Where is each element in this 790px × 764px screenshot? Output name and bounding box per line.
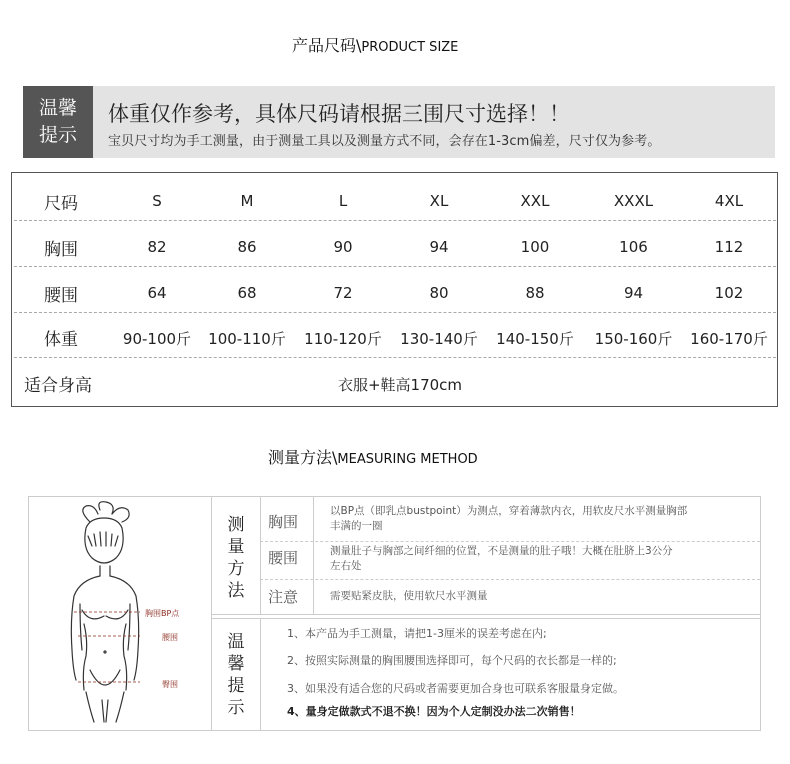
bust-point-label: 胸围BP点 bbox=[145, 609, 180, 618]
waist-cell: 64 bbox=[147, 284, 167, 302]
method-item-desc-line: 左右处 bbox=[330, 560, 362, 572]
tips-section-title bbox=[225, 631, 247, 719]
weight-cell: 110-120斤 bbox=[304, 330, 382, 348]
waist-cell: 94 bbox=[623, 284, 644, 302]
weight-cell: 130-140斤 bbox=[400, 330, 478, 348]
tips-title-char: 温 bbox=[227, 632, 245, 652]
waist-cell: 80 bbox=[429, 284, 449, 302]
fit-height-value: 衣服+鞋高170cm bbox=[337, 376, 463, 394]
row-divider bbox=[14, 357, 776, 358]
divider bbox=[260, 541, 760, 542]
size-header-cell: XL bbox=[429, 192, 449, 210]
size-header-cell: L bbox=[338, 192, 348, 210]
waist-cell: 102 bbox=[714, 284, 744, 302]
method-item-desc bbox=[330, 589, 755, 604]
method-title-char: 法 bbox=[227, 581, 245, 601]
method-item-desc bbox=[330, 544, 755, 574]
weight-cell: 90-100斤 bbox=[122, 330, 192, 348]
notice-badge-line1: 温馨 bbox=[38, 97, 77, 119]
waist-cell: 88 bbox=[525, 284, 545, 302]
divider bbox=[260, 579, 760, 580]
method-title-char: 方 bbox=[227, 559, 245, 579]
method-item-desc-line: 需要贴紧皮肤，使用软尺水平测量 bbox=[330, 590, 488, 602]
method-section-title bbox=[225, 514, 247, 602]
size-header-cell: XXL bbox=[520, 192, 550, 210]
size-header-cell: 4XL bbox=[714, 192, 744, 210]
bust-row-label: 胸围 bbox=[44, 240, 78, 260]
row-divider bbox=[14, 312, 776, 313]
bust-cell: 106 bbox=[619, 238, 648, 256]
notice-badge bbox=[23, 86, 93, 158]
size-header-cell: M bbox=[240, 192, 254, 210]
bust-cell: 82 bbox=[147, 238, 167, 256]
notice-badge-line2: 提示 bbox=[38, 124, 77, 146]
measuring-method-title-en: MEASURING METHOD bbox=[337, 452, 478, 467]
measuring-method-title bbox=[268, 445, 478, 468]
divider bbox=[211, 618, 761, 619]
bust-cell: 94 bbox=[429, 238, 449, 256]
notice-headline: 体重仅作参考，具体尺码请根据三围尺寸选择！！ bbox=[108, 102, 570, 126]
method-item-label: 腰围 bbox=[268, 549, 299, 567]
divider bbox=[211, 614, 761, 615]
method-item-desc-line: 丰满的一圈 bbox=[330, 520, 383, 532]
size-header-cell: XXXL bbox=[613, 192, 654, 210]
method-item-desc-line: 测量肚子与胸部之间纤细的位置，不是测量的肚子哦！大概在肚脐上3公分 bbox=[330, 545, 673, 557]
bust-cell: 90 bbox=[333, 238, 353, 256]
method-item-label: 胸围 bbox=[268, 513, 299, 531]
weight-cell: 100-110斤 bbox=[208, 330, 286, 348]
bust-cell: 112 bbox=[714, 238, 744, 256]
waist-line-label: 腰围 bbox=[162, 633, 178, 642]
product-size-title-zh: 产品尺码\ bbox=[292, 36, 362, 55]
method-item-label: 注意 bbox=[268, 588, 299, 606]
tips-title-char: 提 bbox=[227, 676, 245, 696]
waist-cell: 72 bbox=[333, 284, 353, 302]
tip-item: 3、如果没有适合您的尺码或者需要更加合身也可联系客服量身定做。 bbox=[287, 682, 624, 695]
weight-row-label: 体重 bbox=[44, 330, 78, 350]
method-title-char: 测 bbox=[227, 515, 245, 535]
tips-title-char: 示 bbox=[227, 698, 245, 718]
divider bbox=[260, 618, 261, 731]
weight-cell: 160-170斤 bbox=[690, 330, 768, 348]
row-divider bbox=[14, 266, 776, 267]
row-divider bbox=[14, 220, 776, 221]
divider bbox=[313, 496, 314, 614]
bust-cell: 100 bbox=[520, 238, 550, 256]
product-size-title bbox=[292, 33, 458, 56]
tip-item: 2、按照实际测量的胸围腰围选择即可，每个尺码的衣长都是一样的; bbox=[287, 654, 617, 667]
method-title-char: 量 bbox=[227, 537, 245, 557]
tip-item-warning: 4、量身定做款式不退不换！因为个人定制没办法二次销售！ bbox=[287, 705, 581, 718]
tips-title-char: 馨 bbox=[227, 654, 245, 674]
size-header-label: 尺码 bbox=[44, 194, 78, 214]
product-size-title-en: PRODUCT SIZE bbox=[361, 40, 459, 55]
method-item-desc bbox=[330, 504, 755, 534]
measuring-method-title-zh: 测量方法\ bbox=[268, 448, 338, 467]
tip-item: 1、本产品为手工测量，请把1-3厘米的误差考虑在内; bbox=[287, 627, 547, 640]
weight-cell: 140-150斤 bbox=[496, 330, 574, 348]
waist-row-label: 腰围 bbox=[44, 286, 78, 306]
size-header-cell: S bbox=[152, 192, 162, 210]
bust-cell: 86 bbox=[237, 238, 257, 256]
notice-subline: 宝贝尺寸均为手工测量，由于测量工具以及测量方式不同，会存在1-3cm偏差，尺寸仅为参考。 bbox=[108, 134, 661, 149]
fit-height-label: 适合身高 bbox=[24, 376, 92, 396]
weight-cell: 150-160斤 bbox=[594, 330, 673, 348]
divider bbox=[260, 496, 261, 614]
method-item-desc-line: 以BP点（即乳点bustpoint）为测点，穿着薄款内衣，用软皮尺水平测量胸部 bbox=[330, 505, 688, 517]
waist-cell: 68 bbox=[237, 284, 257, 302]
hip-line-label: 臀围 bbox=[162, 680, 178, 689]
